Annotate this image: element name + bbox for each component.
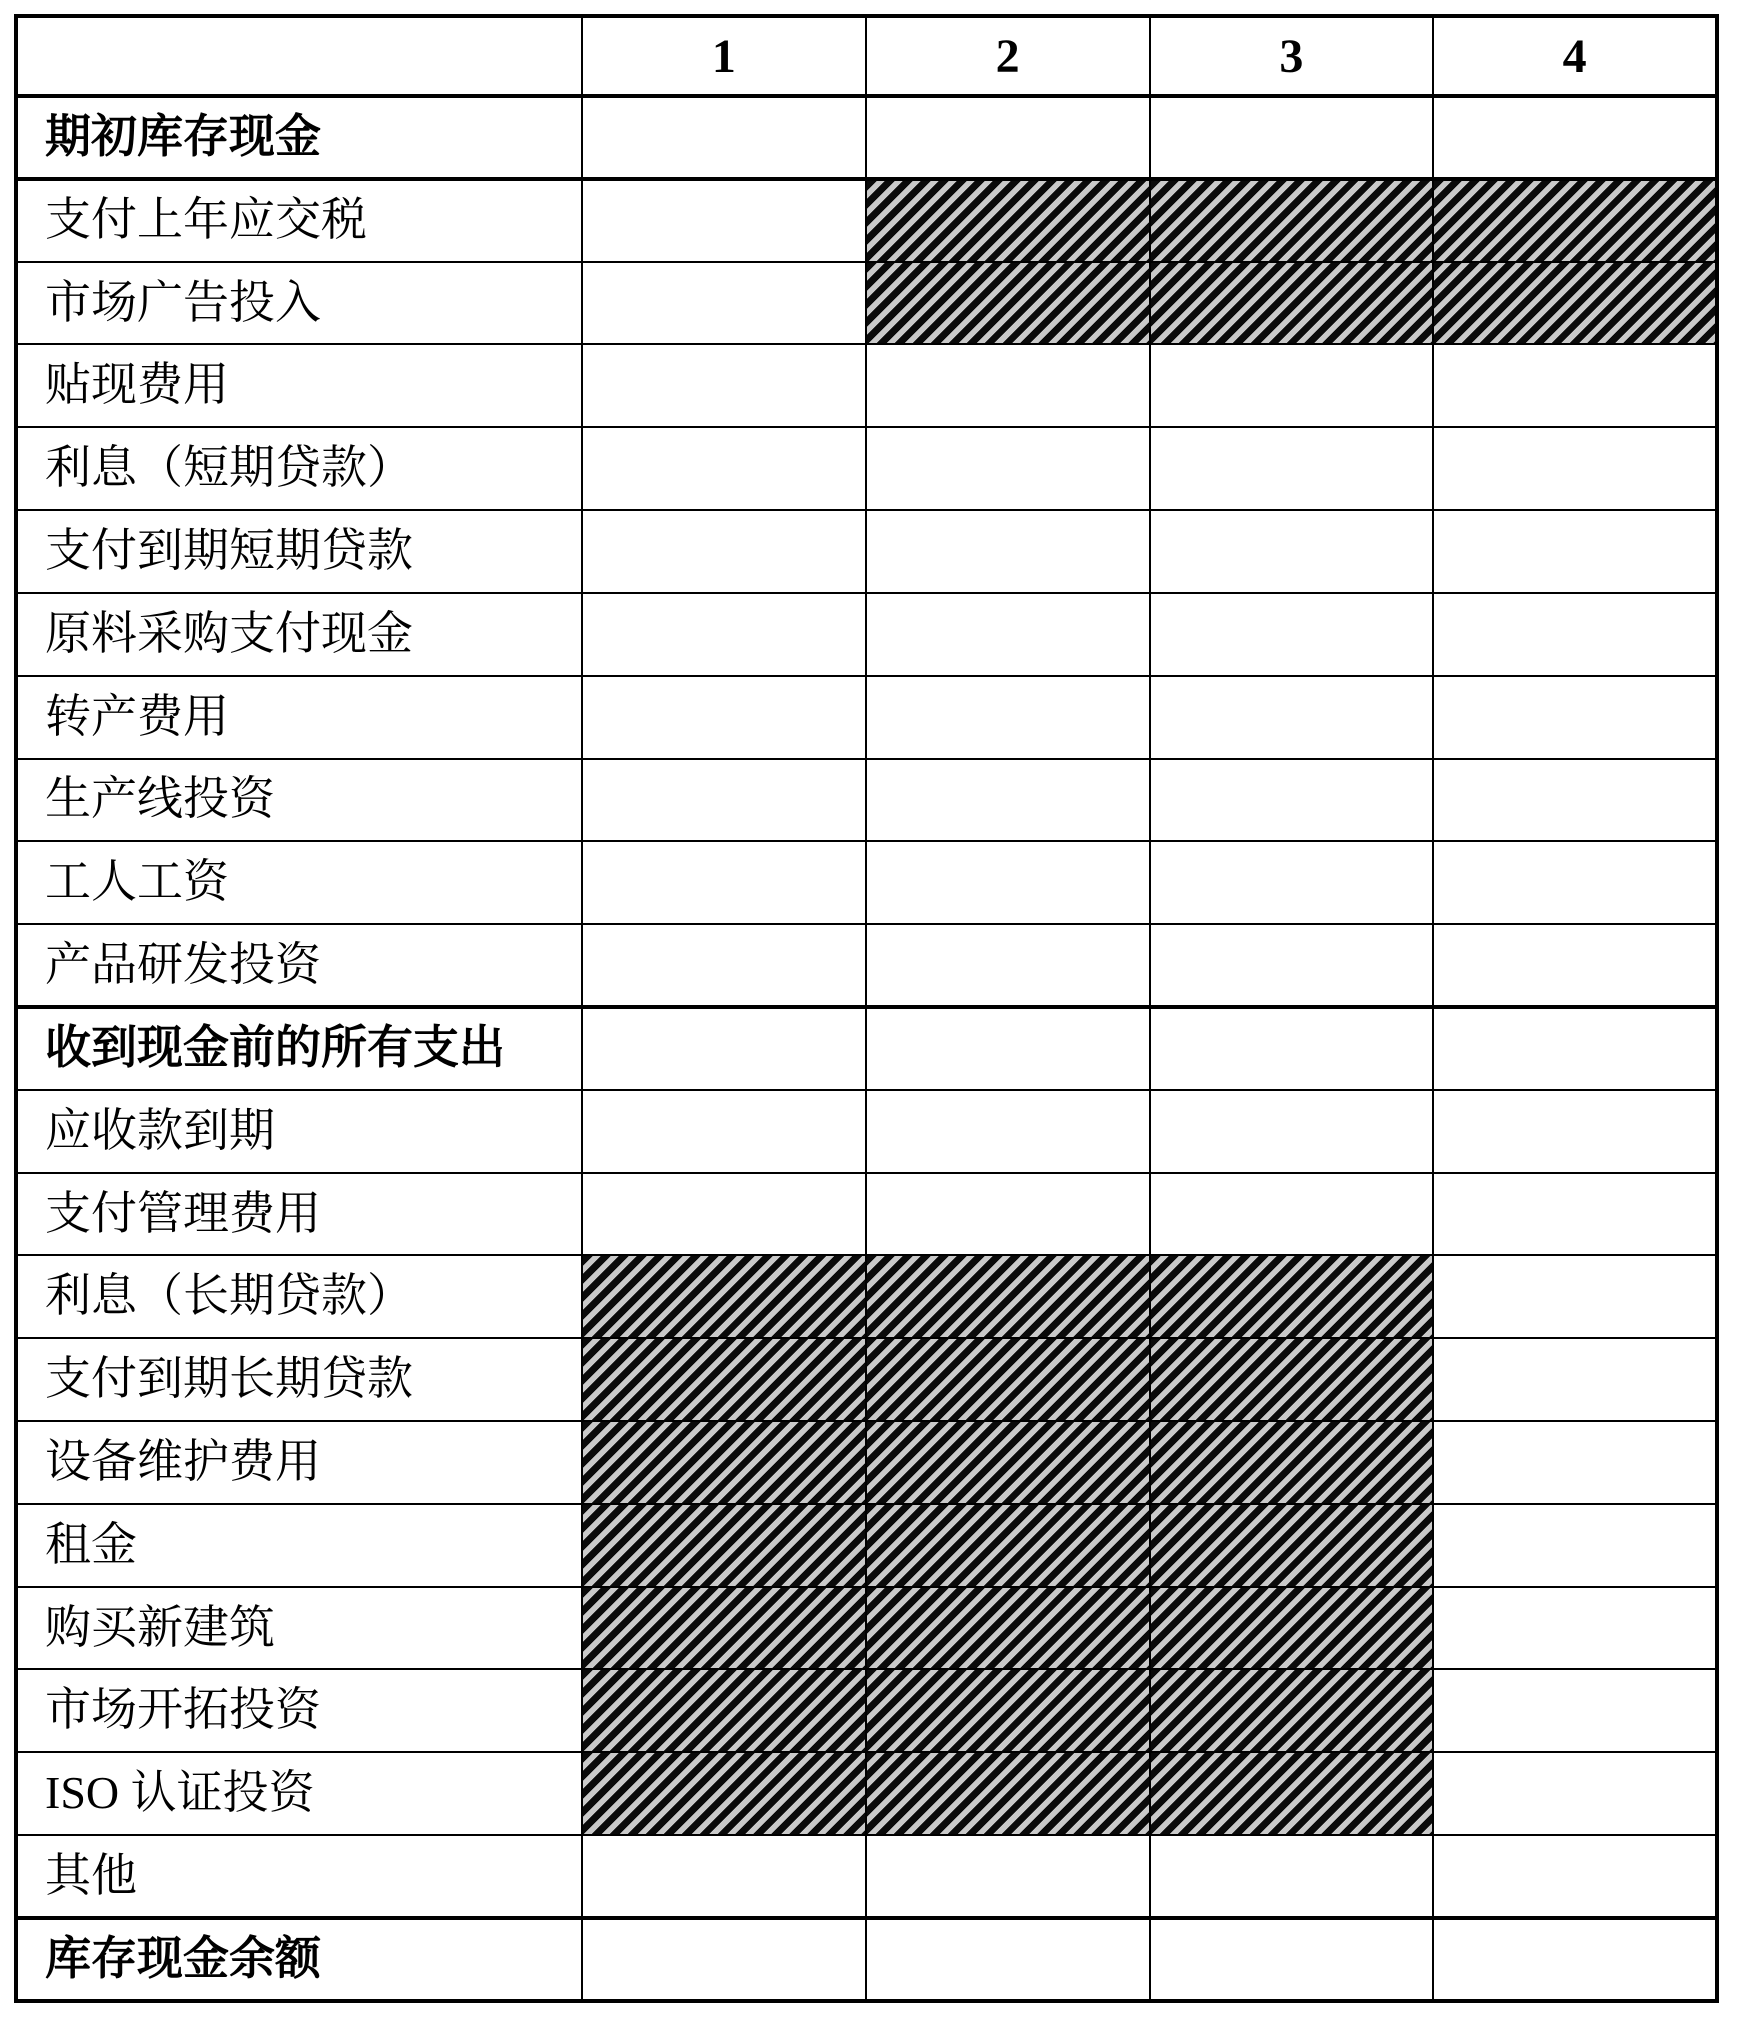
hatched-blocked-cell — [866, 1752, 1150, 1835]
row-label: 利息（长期贷款） — [16, 1255, 582, 1338]
empty-value-cell — [866, 1090, 1150, 1173]
row-label: 设备维护费用 — [16, 1421, 582, 1504]
empty-value-cell — [1150, 924, 1434, 1007]
hatched-blocked-cell — [866, 1338, 1150, 1421]
empty-value-cell — [1433, 924, 1717, 1007]
column-header-2: 2 — [866, 16, 1150, 96]
table-row — [16, 1587, 1717, 1670]
hatched-blocked-cell — [1150, 1255, 1434, 1338]
hatched-blocked-cell — [1150, 1752, 1434, 1835]
empty-value-cell — [582, 344, 866, 427]
empty-value-cell — [866, 96, 1150, 179]
corner-cell — [16, 16, 582, 96]
table-row — [16, 593, 1717, 676]
row-label: 生产线投资 — [16, 759, 582, 842]
empty-value-cell — [1433, 1007, 1717, 1090]
empty-value-cell — [1150, 96, 1434, 179]
empty-value-cell — [1150, 1173, 1434, 1256]
empty-value-cell — [1150, 841, 1434, 924]
hatched-blocked-cell — [1150, 1421, 1434, 1504]
empty-value-cell — [866, 841, 1150, 924]
hatched-blocked-cell — [1433, 262, 1717, 345]
hatched-blocked-cell — [866, 1421, 1150, 1504]
table-row — [16, 1007, 1717, 1090]
empty-value-cell — [582, 427, 866, 510]
empty-value-cell — [1150, 510, 1434, 593]
empty-value-cell — [866, 344, 1150, 427]
row-label: 购买新建筑 — [16, 1587, 582, 1670]
empty-value-cell — [582, 841, 866, 924]
table-row — [16, 841, 1717, 924]
table-row — [16, 1504, 1717, 1587]
empty-value-cell — [1150, 1007, 1434, 1090]
row-label: 工人工资 — [16, 841, 582, 924]
hatched-blocked-cell — [582, 1587, 866, 1670]
empty-value-cell — [866, 924, 1150, 1007]
row-label: 市场开拓投资 — [16, 1669, 582, 1752]
empty-value-cell — [1150, 676, 1434, 759]
table-row — [16, 510, 1717, 593]
empty-value-cell — [1150, 427, 1434, 510]
table-row — [16, 1669, 1717, 1752]
empty-value-cell — [1150, 1918, 1434, 2001]
empty-value-cell — [1433, 427, 1717, 510]
row-label: 库存现金余额 — [16, 1918, 582, 2001]
column-header-1: 1 — [582, 16, 866, 96]
hatched-blocked-cell — [1150, 1504, 1434, 1587]
hatched-blocked-cell — [866, 1504, 1150, 1587]
table-row — [16, 1090, 1717, 1173]
empty-value-cell — [582, 593, 866, 676]
empty-value-cell — [1433, 1090, 1717, 1173]
empty-value-cell — [582, 96, 866, 179]
empty-value-cell — [866, 427, 1150, 510]
empty-value-cell — [866, 510, 1150, 593]
empty-value-cell — [866, 676, 1150, 759]
empty-value-cell — [1433, 1835, 1717, 1918]
empty-value-cell — [582, 759, 866, 842]
empty-value-cell — [1433, 841, 1717, 924]
row-label: 收到现金前的所有支出 — [16, 1007, 582, 1090]
hatched-blocked-cell — [866, 262, 1150, 345]
table-row — [16, 1918, 1717, 2001]
row-label: 期初库存现金 — [16, 96, 582, 179]
row-label: 支付到期短期贷款 — [16, 510, 582, 593]
cash-flow-worksheet — [14, 14, 1719, 2003]
empty-value-cell — [1433, 1587, 1717, 1670]
empty-value-cell — [866, 759, 1150, 842]
row-label: 贴现费用 — [16, 344, 582, 427]
empty-value-cell — [1433, 1338, 1717, 1421]
table-row — [16, 179, 1717, 262]
empty-value-cell — [1433, 1669, 1717, 1752]
empty-value-cell — [582, 262, 866, 345]
empty-value-cell — [582, 676, 866, 759]
table-row — [16, 1338, 1717, 1421]
cash-flow-table — [14, 14, 1719, 2003]
table-row — [16, 344, 1717, 427]
row-label: ISO 认证投资 — [16, 1752, 582, 1835]
table-row — [16, 1752, 1717, 1835]
empty-value-cell — [1150, 759, 1434, 842]
column-header-3: 3 — [1150, 16, 1434, 96]
empty-value-cell — [866, 1835, 1150, 1918]
empty-value-cell — [1433, 676, 1717, 759]
table-row — [16, 924, 1717, 1007]
empty-value-cell — [866, 1173, 1150, 1256]
header-row — [16, 16, 1717, 96]
table-row — [16, 1173, 1717, 1256]
hatched-blocked-cell — [1150, 1338, 1434, 1421]
empty-value-cell — [582, 1173, 866, 1256]
empty-value-cell — [582, 1835, 866, 1918]
hatched-blocked-cell — [1150, 1587, 1434, 1670]
empty-value-cell — [582, 179, 866, 262]
hatched-blocked-cell — [582, 1504, 866, 1587]
hatched-blocked-cell — [582, 1338, 866, 1421]
empty-value-cell — [582, 510, 866, 593]
empty-value-cell — [1150, 1090, 1434, 1173]
table-row — [16, 759, 1717, 842]
column-header-4: 4 — [1433, 16, 1717, 96]
hatched-blocked-cell — [866, 1587, 1150, 1670]
hatched-blocked-cell — [582, 1669, 866, 1752]
empty-value-cell — [1150, 344, 1434, 427]
empty-value-cell — [582, 1090, 866, 1173]
table-row — [16, 427, 1717, 510]
empty-value-cell — [1150, 1835, 1434, 1918]
empty-value-cell — [1433, 344, 1717, 427]
hatched-blocked-cell — [582, 1421, 866, 1504]
empty-value-cell — [866, 1007, 1150, 1090]
row-label: 其他 — [16, 1835, 582, 1918]
empty-value-cell — [1433, 1918, 1717, 2001]
hatched-blocked-cell — [582, 1255, 866, 1338]
empty-value-cell — [1433, 510, 1717, 593]
hatched-blocked-cell — [1150, 179, 1434, 262]
row-label: 转产费用 — [16, 676, 582, 759]
hatched-blocked-cell — [1150, 262, 1434, 345]
empty-value-cell — [866, 1918, 1150, 2001]
table-row — [16, 1835, 1717, 1918]
empty-value-cell — [1433, 1504, 1717, 1587]
hatched-blocked-cell — [866, 1669, 1150, 1752]
table-body — [16, 96, 1717, 2001]
row-label: 租金 — [16, 1504, 582, 1587]
empty-value-cell — [1433, 1421, 1717, 1504]
empty-value-cell — [582, 924, 866, 1007]
row-label: 利息（短期贷款） — [16, 427, 582, 510]
empty-value-cell — [1433, 1173, 1717, 1256]
table-row — [16, 96, 1717, 179]
empty-value-cell — [866, 593, 1150, 676]
table-row — [16, 1421, 1717, 1504]
empty-value-cell — [582, 1007, 866, 1090]
table-row — [16, 676, 1717, 759]
empty-value-cell — [1433, 96, 1717, 179]
row-label: 原料采购支付现金 — [16, 593, 582, 676]
empty-value-cell — [1433, 1752, 1717, 1835]
hatched-blocked-cell — [582, 1752, 866, 1835]
empty-value-cell — [1433, 1255, 1717, 1338]
row-label: 产品研发投资 — [16, 924, 582, 1007]
table-row — [16, 262, 1717, 345]
hatched-blocked-cell — [866, 179, 1150, 262]
row-label: 支付到期长期贷款 — [16, 1338, 582, 1421]
hatched-blocked-cell — [1433, 179, 1717, 262]
empty-value-cell — [582, 1918, 866, 2001]
empty-value-cell — [1433, 759, 1717, 842]
empty-value-cell — [1150, 593, 1434, 676]
row-label: 应收款到期 — [16, 1090, 582, 1173]
table-row — [16, 1255, 1717, 1338]
hatched-blocked-cell — [1150, 1669, 1434, 1752]
empty-value-cell — [1433, 593, 1717, 676]
row-label: 支付管理费用 — [16, 1173, 582, 1256]
row-label: 市场广告投入 — [16, 262, 582, 345]
row-label: 支付上年应交税 — [16, 179, 582, 262]
hatched-blocked-cell — [866, 1255, 1150, 1338]
